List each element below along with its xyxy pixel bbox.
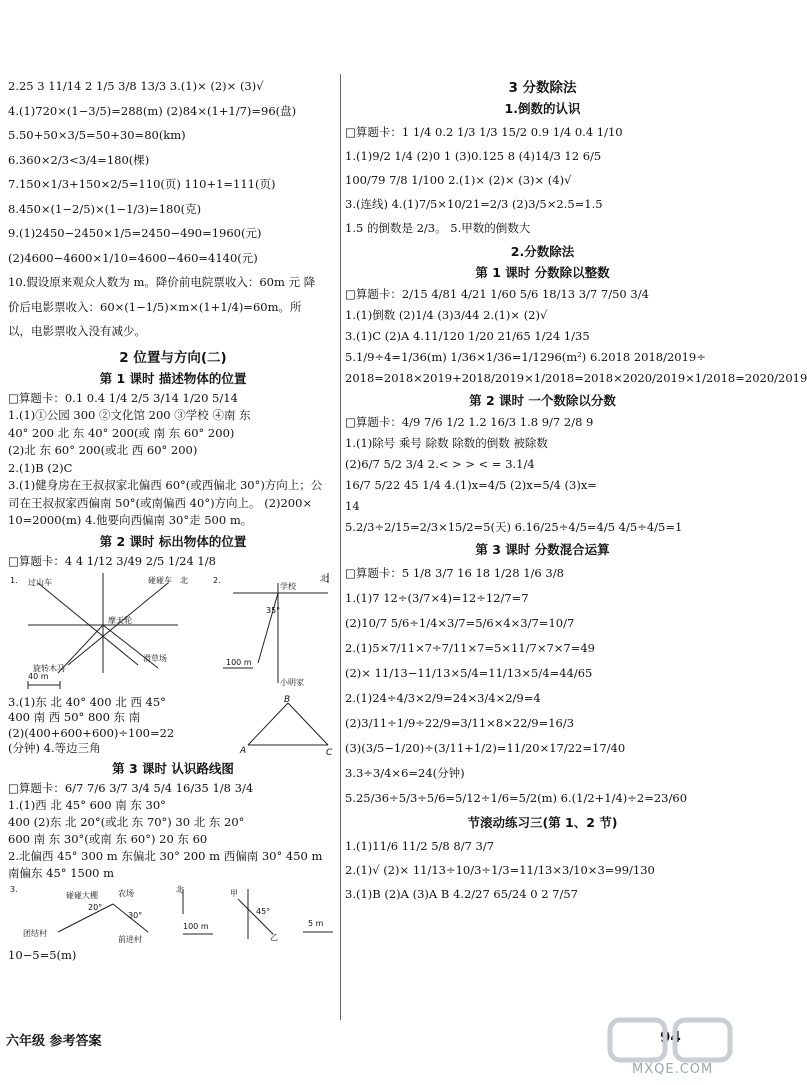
answer-line: 10.假设原来观众人数为 m。降价前电院票收入：60m 元 降 [8,275,316,289]
answer-line: 5.50+50×3/5=50+30=80(km) [8,128,186,142]
figure-label: 3. [10,884,18,894]
chapter-3-title: 3 分数除法 [508,80,577,96]
lesson-2-answers-block [8,695,338,757]
answer-line: 1.(1)除号 乘号 除数 除数的倒数 被除数 [345,436,548,450]
answer-line: 2.(1)24÷4/3×2/9=24×3/4×2/9=4 [345,691,541,705]
answer-line: 1.(1)倒数 (2)1/4 (3)3/44 2.(1)× (2)√ [345,308,548,322]
section-1-title: 1.倒数的认识 [504,101,581,116]
figure-label: 摩天轮 [108,615,132,625]
answer-line: 400 (2)东 北 20°(或北 东 70°) 30 北 东 20° [8,814,245,829]
answer-line: (2)4600−4600×1/10=4600−460=4140(元) [8,250,258,265]
figure-label: 滑草场 [143,653,167,663]
right-lesson-2-title: 第 2 课时 一个数除以分数 [469,393,616,408]
left-top-answers [8,74,338,344]
answer-line: 3.(1)C (2)A 4.11/120 1/20 21/65 1/24 1/35 [345,329,590,343]
answer-line: 3.(1)健身房在王叔叔家北偏西 60°(或西偏北 30°)方向上；公 [8,478,323,492]
answer-line: (2)6/7 5/2 3/4 2.< > > < = 3.1/4 [345,457,535,471]
answer-line: □算题卡：2/15 4/81 4/21 1/60 5/6 18/13 3/7 7/50 3/4 [345,287,649,301]
review-answers [345,834,740,906]
answer-line: 9.(1)2450−2450×1/5=2450−490=1960(元) [8,226,262,240]
answer-line: 2.25 3 11/14 2 1/5 3/8 13/3 3.(1)× (2)× (3)√ [8,79,264,93]
figure-label: 过山车 [28,577,52,587]
answer-line: □算题卡：0.1 0.4 1/4 2/5 3/14 1/20 5/14 [8,390,238,405]
answer-line: 以，电影票收入没有减少。 [8,324,146,338]
answer-line: 8.450×(1−2/5)×(1−1/3)=180(克) [8,201,202,216]
answer-line: 5.2/3÷2/15=2/3×15/2=5(天) 6.16/25÷4/5=4/5 4/5÷4/5=1 [345,520,683,534]
answer-line: 价后电影票收入：60×(1−1/5)×m×(1+1/4)=60m。所 [8,299,302,314]
answer-line: □算题卡：4/9 7/6 1/2 1.2 16/3 1.8 9/7 2/8 9 [345,415,594,429]
answer-line: □算题卡：5 1/8 3/7 16 18 1/28 1/6 3/8 [345,566,564,580]
answer-line: (2)10/7 5/6÷1/4×3/7=5/6×4×3/7=10/7 [345,616,575,630]
answer-line: 3.(连线) 4.(1)7/5×10/21=2/3 (2)3/5×2.5=1.5 [345,197,603,211]
answer-line: 3.(1)B (2)A (3)A B 4.2/27 65/24 0 2 7/57 [345,887,578,901]
lesson-3-title: 第 3 课时 认识路线图 [112,760,234,776]
answer-line: 1.(1)西 北 45° 600 南 东 30° [8,797,166,812]
answer-line: (2)北 东 60° 200(或北 西 60° 200) [8,443,198,457]
answer-line: (2)3/11÷1/9÷22/9=3/11×8×22/9=16/3 [345,716,575,730]
figure-label: 甲 [230,888,238,898]
answer-line: 100/79 7/8 1/100 2.(1)× (2)× (3)× (4)√ [345,173,572,187]
chapter-2-title: 2 位置与方向(二) [119,349,227,366]
section-2-title: 2.分数除法 [510,244,575,259]
answer-line: (2)(400+600+600)÷100=22 [8,725,175,740]
last-line: 10−5=5(m) [8,947,77,962]
figure-label: B [284,694,291,705]
figure-label: 前进村 [118,934,142,944]
lesson-2-title: 第 2 课时 标出物体的位置 [99,533,247,549]
answer-line: 40° 200 北 东 40° 200(或 南 东 60° 200) [8,425,235,440]
answer-line: 1.(1)11/6 11/2 5/8 8/7 3/7 [345,839,495,853]
section-1-answers [345,120,740,240]
right-lesson-1-title: 第 1 课时 分数除以整数 [475,265,610,280]
answer-line: 2.(1)5×7/11×7÷7/11×7=5×11/7×7×7=49 [345,641,595,655]
figure-label: C [326,747,333,758]
answer-line: (2)× 11/13−11/13×5/4=11/13×5/4=44/65 [345,666,593,680]
figure-label: 35° [266,605,281,615]
figure-label: 20° [88,902,103,912]
answer-line: 400 南 西 50° 800 东 南 [8,710,141,724]
triangle-figure [238,695,338,757]
answer-line: 14 [345,499,360,513]
lesson-1-answers [8,390,338,530]
figure-label: 5 m [308,918,324,928]
answer-line: 1.5 的倒数是 2/3。 5.甲数的倒数大 [345,221,531,235]
answer-line: □算题卡：1 1/4 0.2 1/3 1/3 15/2 0.9 1/4 0.4 1/10 [345,125,623,139]
route-figure [8,884,338,946]
answer-line: 4.(1)720×(1−3/5)=288(m) (2)84×(1+1/7)=96(盘) [8,103,297,118]
lesson-1-title: 第 1 课时 描述物体的位置 [99,370,247,386]
answer-line: 5.25/36÷5/3÷5/6=5/12÷1/6=5/2(m) 6.(1/2+1/4)÷2=23/60 [345,791,688,805]
figure-label: 30° [128,910,143,920]
answer-line: 3.(1)东 北 40° 400 北 西 45° [8,694,166,709]
lesson-3-answers [8,780,338,882]
figure-label: 农场 [118,888,134,898]
answer-line: 2018=2018×2019+2018/2019×1/2018=2018×2020/2019×1/2018=2020/2019 [345,371,807,385]
answer-line: 7.150×1/3+150×2/5=110(页) 110+1=111(页) [8,177,276,191]
right-lesson-1-answers [345,284,807,389]
figure-label: 2. [213,575,221,585]
position-figure [8,573,338,693]
route-diagrams [8,884,338,946]
footer-grade-label: 六年级 参考答案 [6,1034,102,1049]
answer-line: 16/7 5/22 45 1/4 4.(1)x=4/5 (2)x=5/4 (3)x= [345,478,597,492]
page-number: 94 [660,1028,681,1046]
figure-label: 北 [180,575,188,585]
answer-line: (分钟) 4.等边三角 [8,741,101,755]
figure-label: 100 m [226,657,252,667]
review-title: 节滚动练习三(第 1、2 节) [467,815,618,830]
answer-line: □算题卡：6/7 7/6 3/7 3/4 5/4 16/35 1/8 3/4 [8,780,254,795]
answer-line: 2.(1)√ (2)× 11/13÷10/3÷1/3=11/13×3/10×3=99/130 [345,863,655,877]
answer-line: 600 南 东 30°(或南 东 60°) 20 东 60 [8,831,208,846]
figure-label: 学校 [280,581,296,591]
compass-diagrams [8,573,338,693]
watermark-text: MXQE.COM [632,1062,714,1077]
figure-label: 乙 [270,932,278,942]
answer-line: 2.北偏西 45° 300 m 东偏北 30° 200 m 西偏南 30° 450 m [8,848,323,863]
figure-label: 1. [10,575,18,585]
right-lesson-3-title: 第 3 课时 分数混合运算 [475,542,610,557]
answer-line: 10=2000(m) 4.他要向西偏南 30°走 500 m。 [8,513,253,527]
answer-line: 1.(1)①公园 300 ②文化馆 200 ③学校 ④南 东 [8,408,251,422]
figure-label: 碰碰大棚 [66,890,98,900]
figure-label: 小明家 [280,677,304,687]
lesson-2-answers [8,695,233,757]
right-lesson-3-answers [345,561,740,811]
column-divider [340,74,341,1020]
answer-line: 司在王叔叔家西偏南 50°(或南偏西 40°)方向上。 (2)200× [8,495,313,510]
answer-line: 5.1/9÷4=1/36(m) 1/36×1/36=1/1296(m²) 6.2018 2018/2019÷ [345,350,706,364]
answer-line: (3)(3/5−1/20)÷(3/11+1/2)=11/20×17/22=17/40 [345,741,626,755]
figure-label: A [240,745,247,756]
figure-label: 100 m [183,921,209,931]
left-column [8,74,338,962]
right-column [345,74,807,906]
answer-line: 2.(1)B (2)C [8,460,73,475]
figure-label: 40 m [28,671,49,681]
right-lesson-2-answers [345,412,740,538]
figure-label: 北 [176,884,184,894]
answer-line: 南偏东 45° 1500 m [8,865,115,880]
answer-line: 3.3÷3/4×6=24(分钟) [345,766,465,780]
figure-label: 北 [320,573,328,583]
figure-label: 旋转木马 [33,663,65,673]
figure-label: 团结村 [23,928,47,938]
answer-line: 1.(1)7 12÷(3/7×4)=12÷12/7=7 [345,591,529,605]
answer-line: 6.360×2/3<3/4=180(棵) [8,152,150,167]
figure-label: 碰碰车 [148,575,172,585]
lesson-2-card: □算题卡：4 4 1/12 3/49 2/5 1/24 1/8 [8,553,216,568]
figure-label: 45° [256,906,271,916]
answer-line: 1.(1)9/2 1/4 (2)0 1 (3)0.125 8 (4)14/3 12 6/5 [345,149,602,163]
